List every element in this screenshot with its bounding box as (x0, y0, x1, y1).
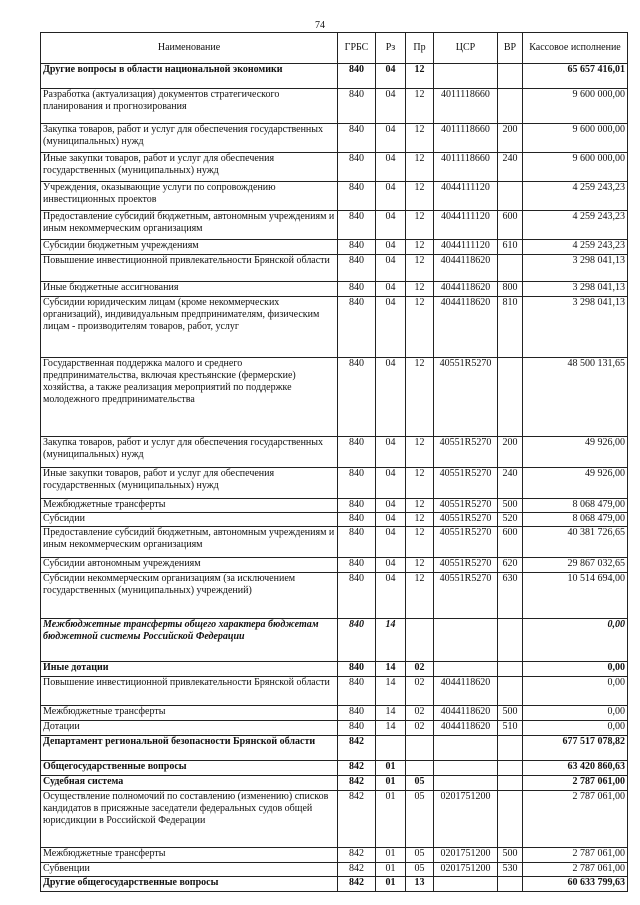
cell-rz: 01 (376, 848, 406, 863)
cell-csr: 4011118660 (434, 153, 498, 182)
cell-rz: 14 (376, 706, 406, 721)
cell-csr: 4044118620 (434, 677, 498, 706)
cell-amount: 10 514 694,00 (523, 573, 628, 619)
cell-amount: 0,00 (523, 662, 628, 677)
cell-csr: 4044118620 (434, 706, 498, 721)
cell-pr: 12 (406, 358, 434, 437)
cell-vr: 240 (498, 468, 523, 499)
cell-rz: 04 (376, 437, 406, 468)
cell-name: Иные дотации (41, 662, 338, 677)
cell-csr (434, 64, 498, 89)
cell-name: Общегосударственные вопросы (41, 761, 338, 776)
cell-rz: 04 (376, 255, 406, 282)
table-row (41, 358, 628, 437)
cell-amount: 48 500 131,65 (523, 358, 628, 437)
cell-grbs: 840 (338, 358, 376, 437)
table-header-row (41, 33, 628, 64)
cell-csr: 40551R5270 (434, 558, 498, 573)
cell-pr: 02 (406, 677, 434, 706)
cell-pr: 12 (406, 468, 434, 499)
cell-vr: 520 (498, 513, 523, 527)
cell-vr: 500 (498, 848, 523, 863)
cell-name: Иные бюджетные ассигнования (41, 282, 338, 297)
cell-grbs: 840 (338, 211, 376, 240)
cell-pr: 02 (406, 706, 434, 721)
cell-vr: 200 (498, 124, 523, 153)
cell-vr: 510 (498, 721, 523, 736)
cell-pr: 05 (406, 863, 434, 877)
cell-amount: 3 298 041,13 (523, 297, 628, 358)
cell-name: Разработка (актуализация) документов стратегического планирования и прогнозирования (41, 89, 338, 124)
cell-rz: 01 (376, 863, 406, 877)
cell-name: Предоставление субсидий бюджетным, автономным учреждениям и иным некоммерческим организациям (41, 211, 338, 240)
cell-grbs: 840 (338, 706, 376, 721)
cell-csr (434, 662, 498, 677)
cell-vr (498, 791, 523, 848)
cell-pr: 12 (406, 153, 434, 182)
table-row (41, 848, 628, 863)
cell-name: Субсидии бюджетным учреждениям (41, 240, 338, 255)
cell-pr: 12 (406, 182, 434, 211)
cell-csr: 4044118620 (434, 297, 498, 358)
cell-pr: 13 (406, 877, 434, 892)
cell-grbs: 840 (338, 89, 376, 124)
cell-csr: 0201751200 (434, 863, 498, 877)
cell-grbs: 840 (338, 468, 376, 499)
table-row (41, 706, 628, 721)
cell-amount: 9 600 000,00 (523, 89, 628, 124)
cell-amount: 9 600 000,00 (523, 124, 628, 153)
cell-grbs: 840 (338, 297, 376, 358)
cell-amount: 3 298 041,13 (523, 255, 628, 282)
table-row (41, 437, 628, 468)
cell-grbs: 840 (338, 662, 376, 677)
cell-rz: 14 (376, 662, 406, 677)
cell-csr: 4044111120 (434, 182, 498, 211)
cell-rz: 04 (376, 240, 406, 255)
table-row (41, 558, 628, 573)
cell-name: Другие общегосударственные вопросы (41, 877, 338, 892)
cell-grbs: 840 (338, 677, 376, 706)
cell-rz: 04 (376, 211, 406, 240)
table-row (41, 153, 628, 182)
table-row (41, 499, 628, 513)
cell-amount: 49 926,00 (523, 468, 628, 499)
cell-grbs: 840 (338, 499, 376, 513)
cell-grbs: 842 (338, 791, 376, 848)
header-amount: Кассовое исполнение (523, 33, 628, 64)
cell-vr (498, 182, 523, 211)
cell-name: Субсидии автономным учреждениям (41, 558, 338, 573)
cell-csr: 40551R5270 (434, 358, 498, 437)
cell-grbs: 840 (338, 153, 376, 182)
cell-grbs: 840 (338, 182, 376, 211)
cell-vr (498, 64, 523, 89)
cell-amount: 29 867 032,65 (523, 558, 628, 573)
cell-csr (434, 736, 498, 761)
cell-amount: 8 068 479,00 (523, 513, 628, 527)
cell-vr: 530 (498, 863, 523, 877)
cell-amount: 9 600 000,00 (523, 153, 628, 182)
cell-name: Иные закупки товаров, работ и услуг для обеспечения государственных (муниципальных) нужд (41, 468, 338, 499)
cell-name: Государственная поддержка малого и среднего предпринимательства, включая крестьянские (фермерские) хозяйства, а также реализация мероприятий по поддержке молодежного предпринимательства (41, 358, 338, 437)
header-pr: Пр (406, 33, 434, 64)
cell-grbs: 840 (338, 721, 376, 736)
cell-vr: 600 (498, 211, 523, 240)
cell-rz: 01 (376, 776, 406, 791)
cell-amount: 40 381 726,65 (523, 527, 628, 558)
cell-rz: 04 (376, 182, 406, 211)
table-body (41, 64, 628, 892)
cell-csr (434, 776, 498, 791)
cell-grbs: 842 (338, 736, 376, 761)
cell-rz: 04 (376, 282, 406, 297)
table-row (41, 776, 628, 791)
cell-amount: 3 298 041,13 (523, 282, 628, 297)
table-row (41, 240, 628, 255)
cell-rz: 04 (376, 297, 406, 358)
cell-csr: 40551R5270 (434, 437, 498, 468)
cell-name: Департамент региональной безопасности Брянской области (41, 736, 338, 761)
cell-amount: 0,00 (523, 619, 628, 662)
cell-name: Межбюджетные трансферты (41, 706, 338, 721)
cell-name: Субвенции (41, 863, 338, 877)
cell-csr: 40551R5270 (434, 513, 498, 527)
cell-pr: 12 (406, 573, 434, 619)
cell-amount: 49 926,00 (523, 437, 628, 468)
table-row (41, 662, 628, 677)
cell-name: Иные закупки товаров, работ и услуг для обеспечения государственных (муниципальных) нужд (41, 153, 338, 182)
cell-rz: 04 (376, 153, 406, 182)
cell-grbs: 840 (338, 513, 376, 527)
cell-grbs: 840 (338, 619, 376, 662)
cell-pr: 05 (406, 791, 434, 848)
cell-amount: 4 259 243,23 (523, 211, 628, 240)
cell-grbs: 842 (338, 877, 376, 892)
cell-pr: 12 (406, 499, 434, 513)
cell-vr (498, 736, 523, 761)
cell-vr: 500 (498, 499, 523, 513)
table-row (41, 619, 628, 662)
cell-vr (498, 619, 523, 662)
budget-table (40, 32, 628, 892)
cell-pr: 12 (406, 558, 434, 573)
cell-amount: 2 787 061,00 (523, 776, 628, 791)
table-row (41, 877, 628, 892)
cell-rz: 04 (376, 527, 406, 558)
cell-rz: 04 (376, 513, 406, 527)
cell-name: Субсидии некоммерческим организациям (за исключением государственных (муниципальных) учреждений) (41, 573, 338, 619)
cell-pr: 12 (406, 64, 434, 89)
cell-rz: 04 (376, 468, 406, 499)
cell-rz: 14 (376, 677, 406, 706)
cell-vr: 500 (498, 706, 523, 721)
cell-pr: 02 (406, 662, 434, 677)
cell-csr: 0201751200 (434, 848, 498, 863)
cell-csr: 4044118620 (434, 282, 498, 297)
cell-pr (406, 736, 434, 761)
table-row (41, 677, 628, 706)
cell-pr (406, 761, 434, 776)
cell-csr: 4044118620 (434, 721, 498, 736)
cell-vr: 600 (498, 527, 523, 558)
cell-name: Повышение инвестиционной привлекательности Брянской области (41, 677, 338, 706)
header-grbs: ГРБС (338, 33, 376, 64)
cell-vr: 800 (498, 282, 523, 297)
cell-rz: 04 (376, 64, 406, 89)
cell-amount: 0,00 (523, 677, 628, 706)
cell-name: Субсидии (41, 513, 338, 527)
cell-grbs: 840 (338, 527, 376, 558)
cell-pr: 02 (406, 721, 434, 736)
table-row (41, 64, 628, 89)
cell-amount: 65 657 416,01 (523, 64, 628, 89)
header-csr: ЦСР (434, 33, 498, 64)
cell-grbs: 840 (338, 255, 376, 282)
cell-csr: 4011118660 (434, 124, 498, 153)
cell-csr: 40551R5270 (434, 499, 498, 513)
cell-rz: 14 (376, 721, 406, 736)
cell-csr (434, 619, 498, 662)
cell-rz: 14 (376, 619, 406, 662)
cell-name: Межбюджетные трансферты общего характера бюджетам бюджетной системы Российской Федерации (41, 619, 338, 662)
cell-pr: 12 (406, 124, 434, 153)
cell-grbs: 840 (338, 124, 376, 153)
cell-name: Другие вопросы в области национальной экономики (41, 64, 338, 89)
table-row (41, 182, 628, 211)
cell-rz (376, 736, 406, 761)
cell-vr: 810 (498, 297, 523, 358)
cell-csr (434, 877, 498, 892)
cell-csr: 4044118620 (434, 255, 498, 282)
cell-amount: 677 517 078,82 (523, 736, 628, 761)
header-rz: Рз (376, 33, 406, 64)
cell-rz: 01 (376, 791, 406, 848)
cell-pr: 12 (406, 240, 434, 255)
cell-name: Закупка товаров, работ и услуг для обеспечения государственных (муниципальных) нужд (41, 124, 338, 153)
table-row (41, 573, 628, 619)
cell-pr: 05 (406, 776, 434, 791)
cell-vr (498, 255, 523, 282)
cell-name: Судебная система (41, 776, 338, 791)
table-row (41, 282, 628, 297)
cell-csr (434, 761, 498, 776)
header-vr: ВР (498, 33, 523, 64)
cell-amount: 2 787 061,00 (523, 791, 628, 848)
cell-name: Субсидии юридическим лицам (кроме некоммерческих организаций), индивидуальным предпринимателям, физическим лицам - производителям товаров, работ, услуг (41, 297, 338, 358)
header-name: Наименование (41, 33, 338, 64)
cell-name: Повышение инвестиционной привлекательности Брянской области (41, 255, 338, 282)
cell-csr: 40551R5270 (434, 468, 498, 499)
cell-amount: 2 787 061,00 (523, 863, 628, 877)
cell-pr: 12 (406, 89, 434, 124)
table-row (41, 736, 628, 761)
table-row (41, 297, 628, 358)
cell-pr: 12 (406, 211, 434, 240)
cell-name: Осуществление полномочий по составлению (изменению) списков кандидатов в присяжные заседатели федеральных судов общей юрисдикции в Российской Федерации (41, 791, 338, 848)
cell-amount: 4 259 243,23 (523, 240, 628, 255)
table-row (41, 527, 628, 558)
cell-rz: 01 (376, 761, 406, 776)
cell-name: Учреждения, оказывающие услуги по сопровождению инвестиционных проектов (41, 182, 338, 211)
cell-rz: 04 (376, 573, 406, 619)
table-row (41, 513, 628, 527)
cell-grbs: 840 (338, 558, 376, 573)
cell-amount: 0,00 (523, 721, 628, 736)
cell-amount: 0,00 (523, 706, 628, 721)
cell-name: Межбюджетные трансферты (41, 499, 338, 513)
cell-pr: 12 (406, 282, 434, 297)
cell-grbs: 840 (338, 437, 376, 468)
cell-vr (498, 761, 523, 776)
table-row (41, 211, 628, 240)
cell-vr: 200 (498, 437, 523, 468)
cell-name: Межбюджетные трансферты (41, 848, 338, 863)
cell-pr: 12 (406, 513, 434, 527)
cell-name: Дотации (41, 721, 338, 736)
cell-pr: 12 (406, 527, 434, 558)
cell-amount: 60 633 799,63 (523, 877, 628, 892)
table-row (41, 721, 628, 736)
cell-vr: 240 (498, 153, 523, 182)
cell-rz: 04 (376, 499, 406, 513)
cell-pr: 12 (406, 255, 434, 282)
cell-csr: 40551R5270 (434, 527, 498, 558)
cell-grbs: 840 (338, 64, 376, 89)
cell-vr: 630 (498, 573, 523, 619)
table-row (41, 761, 628, 776)
cell-rz: 04 (376, 89, 406, 124)
cell-rz: 04 (376, 558, 406, 573)
cell-pr: 12 (406, 297, 434, 358)
cell-rz: 04 (376, 358, 406, 437)
cell-csr: 4011118660 (434, 89, 498, 124)
cell-grbs: 842 (338, 848, 376, 863)
cell-amount: 2 787 061,00 (523, 848, 628, 863)
cell-vr (498, 89, 523, 124)
cell-vr (498, 662, 523, 677)
cell-grbs: 840 (338, 240, 376, 255)
table-row (41, 255, 628, 282)
table-row (41, 791, 628, 848)
cell-csr: 4044111120 (434, 211, 498, 240)
cell-vr: 610 (498, 240, 523, 255)
cell-rz: 01 (376, 877, 406, 892)
table-row (41, 124, 628, 153)
cell-vr (498, 358, 523, 437)
cell-csr: 4044111120 (434, 240, 498, 255)
cell-amount: 63 420 860,63 (523, 761, 628, 776)
cell-grbs: 842 (338, 863, 376, 877)
cell-grbs: 842 (338, 761, 376, 776)
cell-amount: 4 259 243,23 (523, 182, 628, 211)
table-row (41, 863, 628, 877)
cell-vr: 620 (498, 558, 523, 573)
cell-amount: 8 068 479,00 (523, 499, 628, 513)
cell-vr (498, 877, 523, 892)
cell-pr: 12 (406, 437, 434, 468)
cell-grbs: 840 (338, 282, 376, 297)
cell-pr: 05 (406, 848, 434, 863)
table-row (41, 468, 628, 499)
page-number: 74 (315, 20, 325, 31)
cell-vr (498, 677, 523, 706)
cell-rz: 04 (376, 124, 406, 153)
cell-csr: 40551R5270 (434, 573, 498, 619)
table-row (41, 89, 628, 124)
cell-grbs: 842 (338, 776, 376, 791)
cell-grbs: 840 (338, 573, 376, 619)
cell-csr: 0201751200 (434, 791, 498, 848)
cell-vr (498, 776, 523, 791)
cell-pr (406, 619, 434, 662)
cell-name: Закупка товаров, работ и услуг для обеспечения государственных (муниципальных) нужд (41, 437, 338, 468)
cell-name: Предоставление субсидий бюджетным, автономным учреждениям и иным некоммерческим организациям (41, 527, 338, 558)
